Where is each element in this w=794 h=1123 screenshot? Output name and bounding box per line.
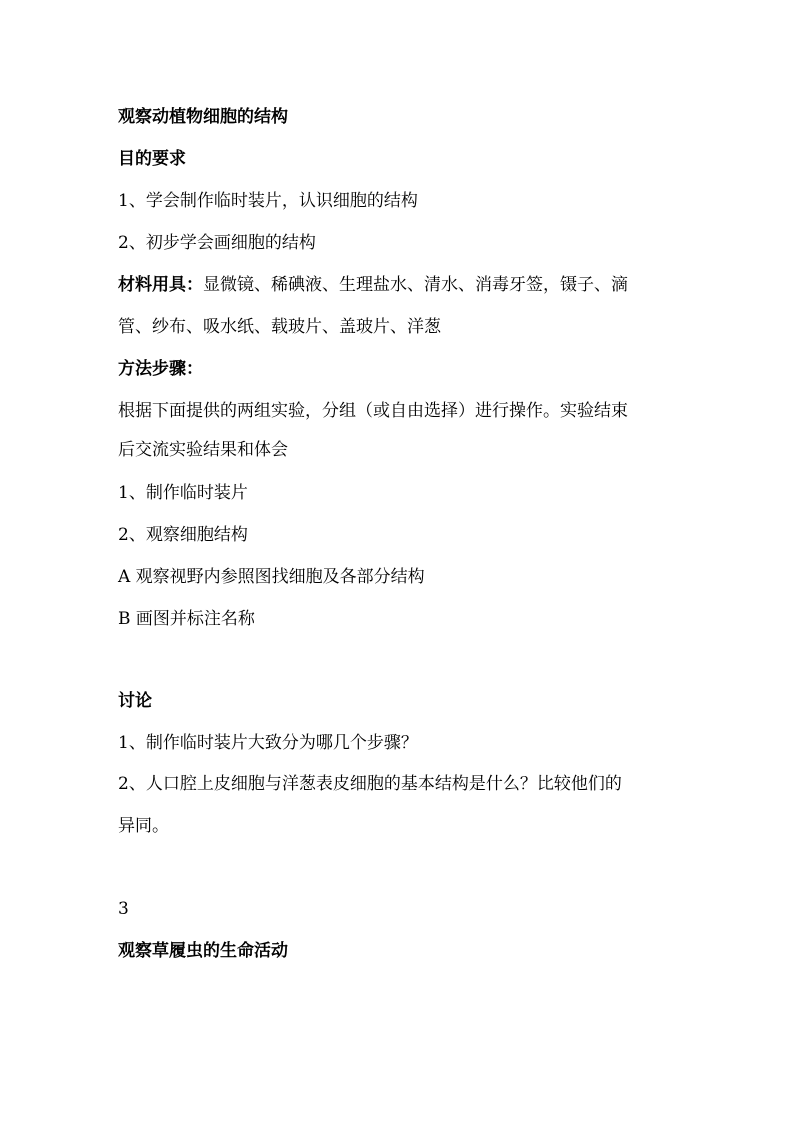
purpose-item-2: 2、初步学会画细胞的结构 xyxy=(118,233,316,253)
method-heading: 方法步骤： xyxy=(118,359,203,379)
discussion-heading: 讨论 xyxy=(118,691,152,711)
section-title: 观察动植物细胞的结构 xyxy=(118,107,288,127)
materials-line-1 xyxy=(118,274,688,296)
step-2: 2、观察细胞结构 xyxy=(118,525,248,545)
method-intro-line-1: 根据下面提供的两组实验，分组（或自由选择）进行操作。实验结束 xyxy=(118,401,628,421)
discussion-question-2-line-2: 异同。 xyxy=(118,816,169,836)
purpose-item-1: 1、学会制作临时装片，认识细胞的结构 xyxy=(118,191,418,211)
section-number: 3 xyxy=(118,899,129,919)
discussion-question-1: 1、制作临时装片大致分为哪几个步骤？ xyxy=(118,733,418,753)
step-1: 1、制作临时装片 xyxy=(118,483,248,503)
step-b: B 画图并标注名称 xyxy=(118,609,255,629)
next-section-title: 观察草履虫的生命活动 xyxy=(118,941,288,961)
materials-text-1: 显微镜、稀碘液、生理盐水、清水、消毒牙签，镊子、滴 xyxy=(203,275,628,295)
materials-line-2: 管、纱布、吸水纸、载玻片、盖玻片、洋葱 xyxy=(118,317,441,337)
purpose-heading: 目的要求 xyxy=(118,149,186,169)
method-intro-line-2: 后交流实验结果和体会 xyxy=(118,440,288,460)
materials-label: 材料用具： xyxy=(118,275,203,295)
step-a: A 观察视野内参照图找细胞及各部分结构 xyxy=(118,567,425,587)
discussion-question-2-line-1: 2、人口腔上皮细胞与洋葱表皮细胞的基本结构是什么？比较他们的 xyxy=(118,774,622,794)
